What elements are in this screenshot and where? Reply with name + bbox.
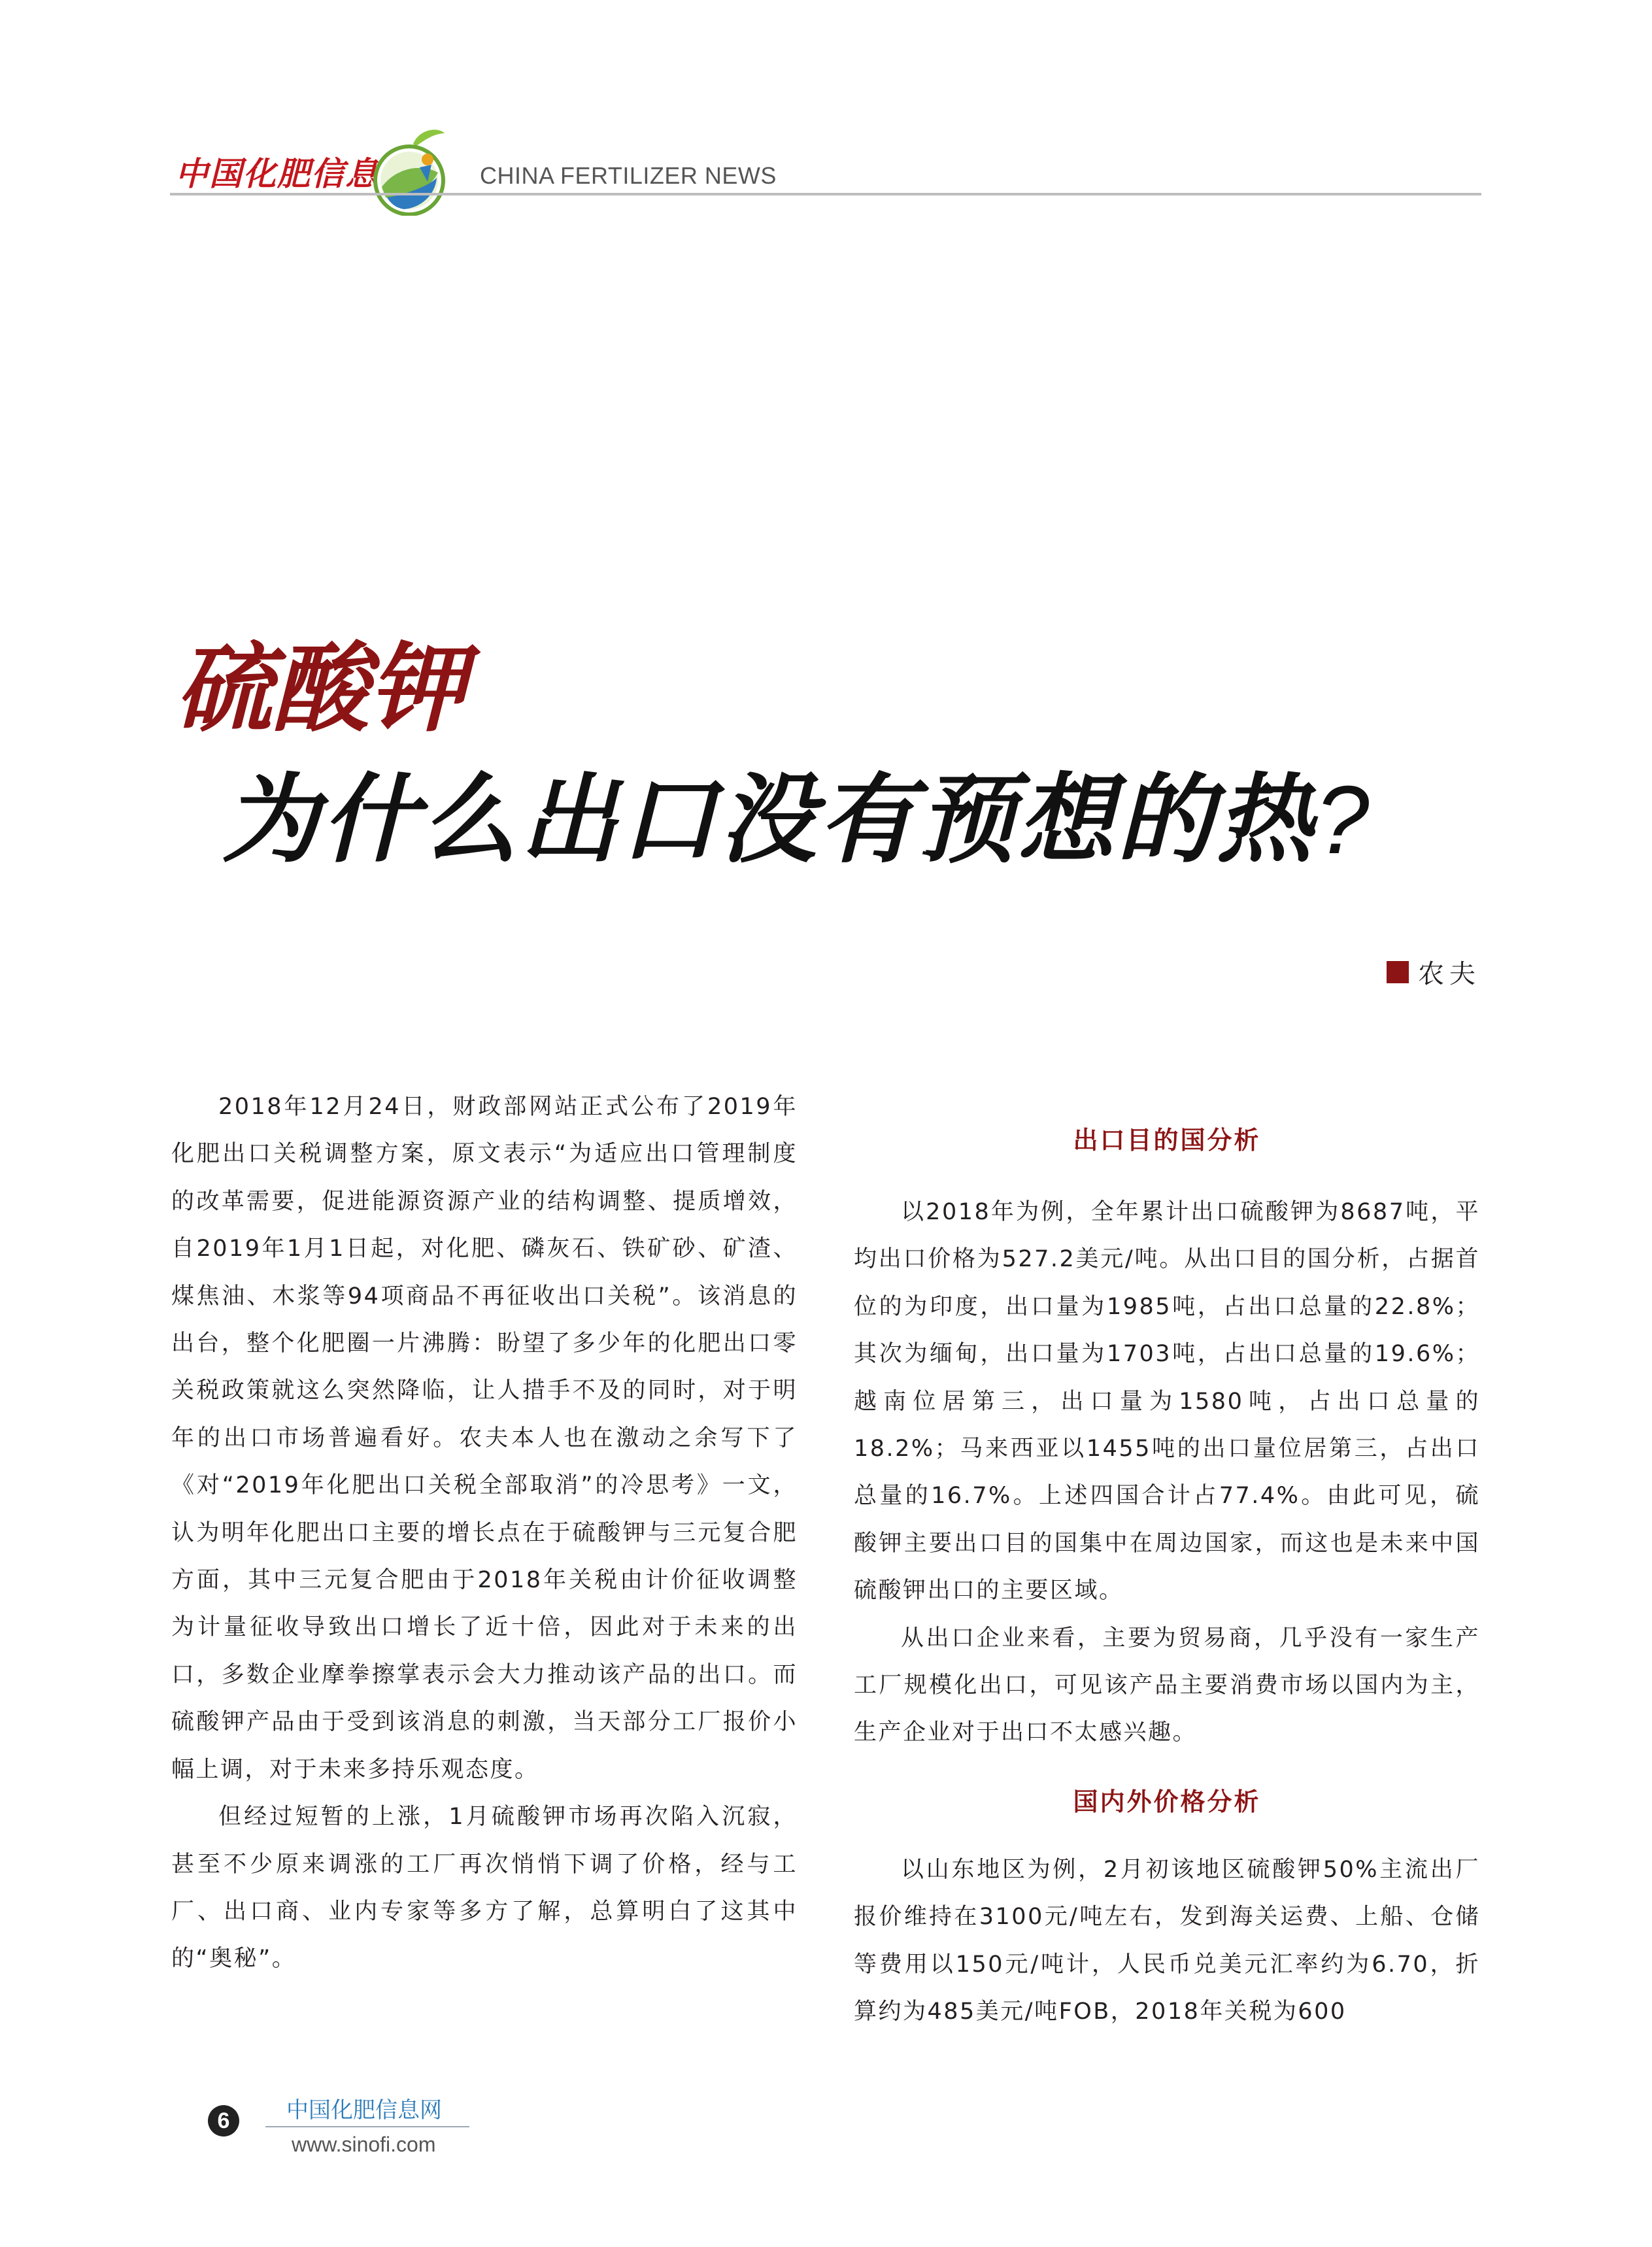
author-byline xyxy=(1387,953,1481,990)
section-heading-prices: 国内外价格分析 xyxy=(1073,1787,1261,1816)
page-number: 6 xyxy=(208,2105,239,2137)
body-paragraph: 从出口企业来看，主要为贸易商，几乎没有一家生产工厂规模化出口，可见该产品主要消费市场以国内为主，生产企业对于出口不太感兴趣。 xyxy=(854,1625,1480,1746)
body-paragraph: 但经过短暂的上涨，1月硫酸钾市场再次陷入沉寂，甚至不少原来调涨的工厂再次悄悄下调了价格，经与工厂、出口商、业内专家等多方了解，总算明白了这其中的“奥秘”。 xyxy=(171,1804,798,1972)
footer-site-url: www.sinofi.com xyxy=(292,2133,436,2156)
footer-divider xyxy=(265,2126,469,2127)
body-paragraph: 2018年12月24日，财政部网站正式公布了2019年化肥出口关税调整方案，原文表示“为适应出口管理制度的改革需要，促进能源资源产业的结构调整、提质增效，自2019年1月1日起，对化肥、磷灰石、铁矿砂、矿渣、煤焦油、木浆等94项商品不再征收出口关税”。该消息的出台，整个化肥圈一片沸腾：盼望了多少年的化肥出口零关税政策就这么突然降临，让人措手不及的同时，对于明年的出口市场普遍看好。农夫本人也在激动之余写下了《对“2019年化肥出口关税全部取消”的冷思考》一文，认为明年化肥出口主要的增长点在于硫酸钾与三元复合肥方面，其中三元复合肥由于2018年关税由计价征收调整为计量征收导致出口增长了近十倍，因此对于未来的出口，多数企业摩拳擦掌表示会大力推动该产品的出口。而硫酸钾产品由于受到该消息的刺激，当天部分工厂报价小幅上调，对于未来多持乐观态度。 xyxy=(171,1094,798,1783)
section-heading-destination: 出口目的国分析 xyxy=(1073,1126,1261,1155)
right-column xyxy=(854,1083,1480,2036)
footer-site-name: 中国化肥信息网 xyxy=(286,2097,442,2123)
author-square-icon xyxy=(1387,961,1409,983)
body-paragraph: 以山东地区为例，2月初该地区硫酸钾50%主流出厂报价维持在3100元/吨左右，发到海关运费、上船、仓储等费用以150元/吨计，人民币兑美元汇率约为6.70，折算约为485美元/吨FOB，2018年关税为600 xyxy=(854,1856,1480,2025)
article-title-line1: 硫酸钾 xyxy=(175,633,465,745)
header-brand-en: CHINA FERTILIZER NEWS xyxy=(480,162,777,189)
left-column xyxy=(171,1083,798,1983)
header-divider xyxy=(170,193,1481,195)
title-question-mark: ? xyxy=(1315,766,1372,874)
header-brand-cn: 中国化肥信息 xyxy=(175,154,379,193)
globe-leaf-logo-icon xyxy=(367,124,451,216)
article-title-line2 xyxy=(222,764,1372,876)
author-name: 农夫 xyxy=(1418,959,1481,989)
title-main-text: 为什么出口没有预想的热 xyxy=(222,764,1315,876)
body-paragraph: 以2018年为例，全年累计出口硫酸钾为8687吨，平均出口价格为527.2美元/吨。从出口目的国分析，占据首位的为印度，出口量为1985吨，占出口总量的22.8%；其次为缅甸，出口量为1703吨，占出口总量的19.6%；越南位居第三，出口量为1580吨，占出口总量的18.2%；马来西亚以1455吨的出口量位居第三，占出口总量的16.7%。上述四国合计占77.4%。由此可见，硫酸钾主要出口目的国集中在周边国家，而这也是未来中国硫酸钾出口的主要区域。 xyxy=(854,1199,1480,1604)
